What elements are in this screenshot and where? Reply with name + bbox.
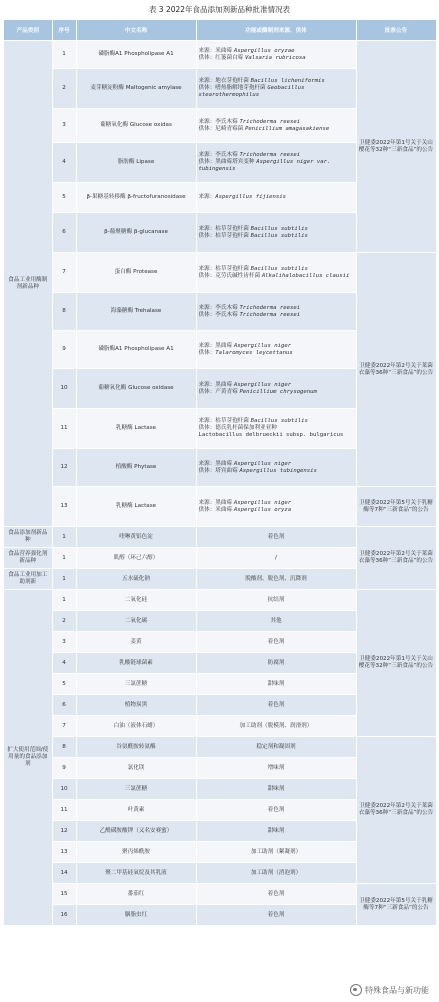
source-latin-name: Bacillus licheniformis (250, 78, 325, 85)
source-label: 来源：地衣芽孢杆菌 (198, 78, 251, 85)
row-name: 乳糖酶 Lactase (76, 409, 196, 449)
source-line (199, 78, 354, 85)
row-seq: 10 (52, 369, 76, 409)
row-function: 加工助剂（絮凝剂） (196, 842, 356, 863)
source-latin-name: Aspergillus fijiensis (215, 194, 287, 200)
header-name: 中文名称 (76, 20, 196, 41)
row-seq: 15 (52, 884, 76, 905)
source-latin-name: Trichoderma reesei (239, 152, 301, 159)
source-latin-name: Penicillium amagasakiense (245, 125, 330, 132)
source-line (199, 500, 354, 507)
row-seq: 9 (52, 758, 76, 779)
row-name: 植物炭黑 (76, 695, 196, 716)
approval-notice: 卫健委2022年第1号关于关山樱花等32种“三新食品”的公告 (356, 590, 436, 737)
source-line (199, 312, 354, 319)
source-latin-name: Aspergillus niger (233, 342, 292, 349)
row-seq: 11 (52, 409, 76, 449)
source-line (199, 305, 354, 312)
row-seq: 2 (52, 611, 76, 632)
category-enzymes: 食品工业用酶制剂新品种 (4, 41, 52, 527)
row-name: 氯化镁 (76, 758, 196, 779)
source-latin-name: Aspergillus oryzae (233, 47, 295, 54)
category-nutrition-fortifier: 食品营养强化剂新品种 (4, 548, 52, 569)
row-seq: 9 (52, 331, 76, 369)
row-source (196, 69, 356, 109)
source-line (199, 418, 354, 425)
row-function: 其他 (196, 611, 356, 632)
row-source (196, 449, 356, 487)
row-seq: 8 (52, 737, 76, 758)
row-name: 聚二甲基硅氧烷及其乳液 (76, 863, 196, 884)
row-name: 胭脂虫红 (76, 905, 196, 926)
source-label: 供体：李氏木霉 (198, 311, 240, 318)
row-name: 谷氨酰胺转氨酶 (76, 737, 196, 758)
wechat-icon (350, 984, 362, 996)
row-seq: 4 (52, 143, 76, 183)
row-name: 蛋白酶 Protease (76, 253, 196, 293)
source-latin-name: Bacillus subtilis (250, 418, 308, 425)
source-line (199, 119, 354, 126)
row-function: 稳定剂和凝固剂 (196, 737, 356, 758)
table-title: 表 3 2022年食品添加剂新品种批准情况表 (148, 5, 291, 14)
row-seq: 1 (52, 590, 76, 611)
row-name: 叶黄素 (76, 800, 196, 821)
source-line (199, 159, 354, 173)
source-label: 来源：黑曲霉 (198, 499, 234, 506)
row-source (196, 293, 356, 331)
row-source (196, 331, 356, 369)
table-body (4, 41, 436, 926)
approval-notice: 卫健委2022年第2号关于莱菌衣藻等36种“三新食品”的公告 (356, 527, 436, 590)
source-latin-name: Aspergillus niger (233, 499, 292, 506)
watermark-text: 特殊食品与新功能 (365, 985, 429, 995)
source-label: Lactobacillus delbrueckii subsp. bulgaricus (198, 431, 344, 438)
source-line (199, 226, 354, 233)
source-latin-name: Aspergillus niger var. tubingensis (198, 159, 331, 172)
row-seq: 7 (52, 253, 76, 293)
row-seq: 3 (52, 109, 76, 143)
source-line (199, 425, 354, 432)
row-function: 抗结剂 (196, 590, 356, 611)
category-processing-aid: 食品工业用加工助剂新 (4, 569, 52, 590)
source-label: 供体：红篓菌白霉 (198, 54, 246, 61)
row-seq: 5 (52, 183, 76, 213)
row-name: 脂肪酶 Lipase (76, 143, 196, 183)
source-label: 来源：米曲霉 (198, 47, 234, 54)
row-name: 肌醇（环己六醇） (76, 548, 196, 569)
source-line (199, 126, 354, 133)
row-name: 海藻糖酶 Trehalase (76, 293, 196, 331)
row-name: 聚丙烯酰胺 (76, 842, 196, 863)
source-label: 来源： (198, 194, 216, 200)
row-name: 磷脂酶A1 Phospholipase A1 (76, 331, 196, 369)
source-label: 来源：黑曲霉 (198, 342, 234, 349)
source-line (199, 350, 354, 357)
source-line (199, 194, 354, 201)
source-label: 供体：产黄青霉 (198, 388, 240, 395)
header-seq: 序号 (52, 20, 76, 41)
row-name: 磷脂酶A1 Phospholipase A1 (76, 41, 196, 69)
row-name: 乙酰磺胺酸钾（又名安赛蜜） (76, 821, 196, 842)
row-source (196, 369, 356, 409)
row-seq: 3 (52, 632, 76, 653)
row-name: 三氯蔗糖 (76, 674, 196, 695)
source-latin-name: Aspergillus niger (233, 460, 292, 467)
row-function: 着色剂 (196, 884, 356, 905)
watermark (350, 984, 429, 996)
table-row (4, 41, 436, 69)
row-seq: 13 (52, 487, 76, 527)
source-latin-name: Aspergillus oryza (233, 506, 292, 513)
row-name: 姜黄 (76, 632, 196, 653)
row-function: / (196, 548, 356, 569)
row-source (196, 183, 356, 213)
source-latin-name: Penicillium chrysogenum (239, 388, 317, 395)
row-seq: 16 (52, 905, 76, 926)
row-function: 甜味剂 (196, 674, 356, 695)
table-row (4, 487, 436, 527)
row-name: 白油（液体石蜡） (76, 716, 196, 737)
row-seq: 12 (52, 821, 76, 842)
source-label: 供体：黑曲霉塔宾变种 (198, 159, 257, 165)
row-seq: 12 (52, 449, 76, 487)
row-name: 二氧化硅 (76, 590, 196, 611)
source-line (199, 273, 354, 280)
source-label: 来源：李氏木霉 (198, 118, 240, 125)
source-latin-name: Bacillus subtilis (250, 225, 308, 232)
row-function: 着色剂 (196, 632, 356, 653)
row-name: β-葡聚糖酶 β-glucanase (76, 213, 196, 253)
header-category: 产品类别 (4, 20, 52, 41)
source-latin-name: Bacillus subtilis (250, 232, 308, 239)
row-seq: 8 (52, 293, 76, 331)
row-function: 增味剂 (196, 758, 356, 779)
row-seq: 6 (52, 695, 76, 716)
row-source (196, 409, 356, 449)
row-function: 着色剂 (196, 800, 356, 821)
row-function: 脱酸剂、脱色剂、沉降剂 (196, 569, 356, 590)
source-latin-name: Geobacillus stearothermophilus (198, 85, 305, 98)
source-label: 供体：米曲霉 (198, 506, 234, 513)
row-seq: 2 (52, 69, 76, 109)
row-name: 麦芽糖淀粉酶 Maltogenic amylase (76, 69, 196, 109)
source-line (199, 85, 354, 99)
row-seq: 5 (52, 674, 76, 695)
source-latin-name: Aspergillus tubingensis (239, 467, 317, 474)
row-seq: 1 (52, 527, 76, 548)
row-seq: 7 (52, 716, 76, 737)
approval-notice: 卫健委2022年第2号关于莱菌衣藻等36种“三新食品”的公告 (356, 737, 436, 884)
row-name: 植酸酶 Phytase (76, 449, 196, 487)
table-row (4, 884, 436, 905)
row-name: 三氯蔗糖 (76, 779, 196, 800)
row-function: 加工助剂（脱模剂、润滑剂） (196, 716, 356, 737)
approval-notice: 卫健委2022年第2号关于莱菌衣藻等36种“三新食品”的公告 (356, 253, 436, 487)
row-name: 五水硫化钠 (76, 569, 196, 590)
source-latin-name: Aspergillus niger (233, 381, 292, 388)
source-latin-name: Bacillus subtilis (250, 265, 308, 272)
source-line (199, 48, 354, 55)
source-latin-name: Trichoderma reesei (239, 304, 301, 311)
table-row (4, 527, 436, 548)
row-name: 二氧化碳 (76, 611, 196, 632)
source-line (199, 389, 354, 396)
row-seq: 13 (52, 842, 76, 863)
category-new-additive: 食品添加剂新品种 (4, 527, 52, 548)
source-label: 供体：嗜热脂解地芽孢杆菌 (198, 85, 268, 91)
source-label: 供体：塔宾曲霉 (198, 467, 240, 474)
source-latin-name: Trichoderma reesei (239, 311, 301, 318)
row-source (196, 143, 356, 183)
category-expanded-use: 扩大使用范围/使用量的食品添加剂 (4, 590, 52, 926)
source-line (199, 382, 354, 389)
source-label: 供体： (198, 349, 216, 356)
source-line (199, 507, 354, 514)
row-source (196, 213, 356, 253)
row-source (196, 253, 356, 293)
row-seq: 4 (52, 653, 76, 674)
source-label: 供体：枯草芽孢杆菌 (198, 232, 251, 239)
row-seq: 11 (52, 800, 76, 821)
source-line (199, 432, 354, 439)
source-label: 来源：黑曲霉 (198, 381, 234, 388)
source-latin-name: Trichoderma reesei (239, 118, 301, 125)
row-function: 着色剂 (196, 905, 356, 926)
source-line (199, 233, 354, 240)
row-seq: 14 (52, 863, 76, 884)
header-source: 功能或酶制剂来源、供体 (196, 20, 356, 41)
source-label: 来源：李氏木霉 (198, 152, 240, 159)
row-name: 葡糖氧化酶 Glucose oxidase (76, 369, 196, 409)
row-seq: 1 (52, 41, 76, 69)
row-seq: 1 (52, 548, 76, 569)
source-label: 来源：枯草芽孢杆菌 (198, 265, 251, 272)
source-line (199, 468, 354, 475)
row-function: 加工助剂（消泡剂） (196, 863, 356, 884)
source-label: 来源：黑曲霉 (198, 460, 234, 467)
row-name: 番茄红 (76, 884, 196, 905)
row-source (196, 487, 356, 527)
source-latin-name: Valsaria rubricosa (245, 54, 306, 61)
row-function: 着色剂 (196, 527, 356, 548)
source-label: 供体：尼崎青霉菌 (198, 125, 246, 132)
table-row (4, 253, 436, 293)
row-name: 葡糖氧化酶 Glucose oxidas (76, 109, 196, 143)
row-name: β-果糖基转移酶 β-fructofuranosidase (76, 183, 196, 213)
source-label: 供体：德氏乳杆菌保加利亚亚种 (198, 425, 277, 431)
source-line (199, 55, 354, 62)
row-name: 乳酸链球菌素 (76, 653, 196, 674)
source-line (199, 152, 354, 159)
source-latin-name: Alkalihalobacillus clausii (261, 272, 350, 279)
approval-notice: 卫健委2022年第5号关于乳糖酶等7种“三新食品”的公告 (356, 487, 436, 527)
source-label: 来源：李氏木霉 (198, 304, 240, 311)
source-line (199, 461, 354, 468)
source-label: 供体：克劳氏碱性齿杆菌 (198, 272, 262, 279)
header-notice: 批准公告 (356, 20, 436, 41)
approval-notice: 卫健委2022年第1号关于关山樱花等32种“三新食品”的公告 (356, 41, 436, 253)
header-row (4, 20, 436, 41)
row-name: 乳糖酶 Lactase (76, 487, 196, 527)
table-row (4, 590, 436, 611)
approval-table (4, 20, 437, 926)
row-source (196, 41, 356, 69)
row-function: 甜味剂 (196, 779, 356, 800)
source-label: 来源：枯草芽孢杆菌 (198, 418, 251, 425)
row-function: 着色剂 (196, 695, 356, 716)
row-name: 喹啉黄铝色淀 (76, 527, 196, 548)
row-function: 防腐剂 (196, 653, 356, 674)
source-line (199, 266, 354, 273)
table-row (4, 737, 436, 758)
approval-notice: 卫健委2022年第5号关于乳糖酶等7种“三新食品”的公告 (356, 884, 436, 926)
source-label: 来源：枯草芽孢杆菌 (198, 225, 251, 232)
row-function: 甜味剂 (196, 821, 356, 842)
row-source (196, 109, 356, 143)
row-seq: 6 (52, 213, 76, 253)
source-line (199, 343, 354, 350)
row-seq: 10 (52, 779, 76, 800)
row-seq: 1 (52, 569, 76, 590)
source-latin-name: Talaromyces leycettanus (215, 349, 293, 356)
